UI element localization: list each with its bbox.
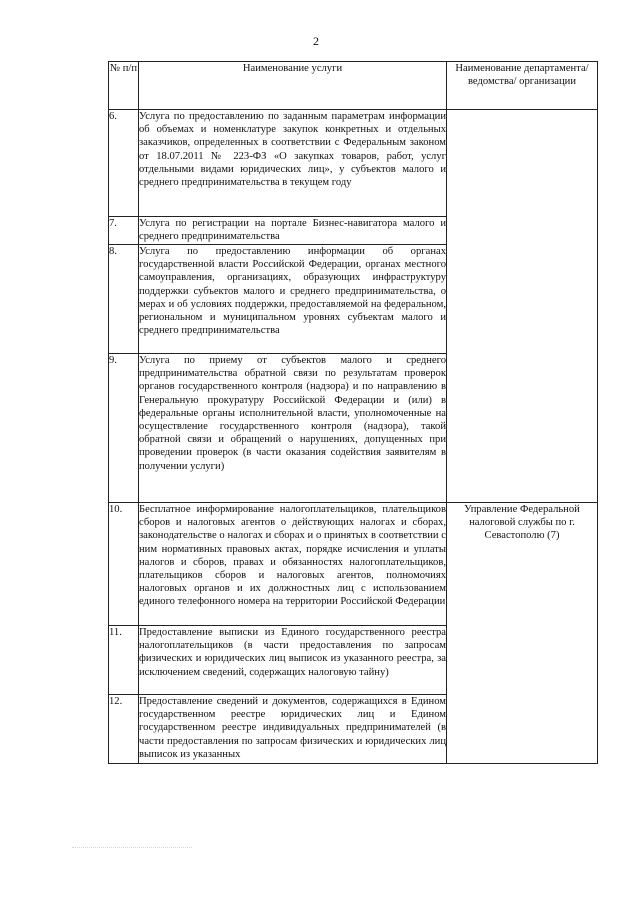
service-name: Услуга по приему от субъектов малого и среднего предпринимательства обратной связи по результатам проверок органов государственного контроля (надзора) и по направлению в Генеральную прокуратуру Российской Федерации и (или) в федеральные органы исполнительной власти, уполномоченные на осуществление государственного контроля (надзора), такой обратной связи и обращений о нарушениях, допущенных при проведении проверок (в части оказания содействия заявителям в получении услуги) [139, 354, 447, 503]
service-name: Услуга по предоставлению информации об органах государственной власти Российской Федерации, органах местного самоуправления, организациях, образующих инфраструктуру поддержки субъектов малого и среднего предпринимательства, о мерах и об условиях поддержки, предоставляемой на федеральном, региональном и муниципальном уровнях субъектам малого и среднего предпринимательства [139, 245, 447, 354]
services-table [108, 61, 598, 764]
service-name: Предоставление выписки из Единого государственного реестра налогоплательщиков (в части предоставления по запросам физических и юридических лиц выписок из указанного реестра, за исключением сведений, содержащих налоговую тайну) [139, 626, 447, 695]
service-name: Бесплатное информирование налогоплательщиков, плательщиков сборов и налоговых агентов о действующих налогах и сборах, законодательстве о налогах и сборах и о принятых в соответствии с ним нормативных правовых актах, порядке исчисления и уплаты налогов и сборов, правах и обязанностях налогоплательщиков, плательщиков сборов и налоговых агентов, полномочиях налоговых органов и их должностных лиц с использованием единого телефонного номера на территории Российской Федерации [139, 503, 447, 626]
scan-speck-line [72, 847, 192, 850]
table-row [109, 503, 598, 626]
row-number: 6. [109, 110, 139, 217]
row-number: 10. [109, 503, 139, 626]
row-number: 9. [109, 354, 139, 503]
header-service: Наименование услуги [139, 62, 447, 110]
row-number: 8. [109, 245, 139, 354]
service-name: Услуга по предоставлению по заданным параметрам информации об объемах и номенклатуре закупок конкретных и отдельных заказчиков, определенных в соответствии с Федеральным законом от 18.07.2011 № 223-ФЗ «О закупках товаров, работ, услуг отдельными видами юридических лиц», у субъектов малого и среднего предпринимательства в текущем году [139, 110, 447, 217]
table-header-row [109, 62, 598, 110]
row-number: 11. [109, 626, 139, 695]
header-department: Наименование департамента/ведомства/ организации [447, 62, 598, 110]
table-row [109, 110, 598, 217]
department-cell [447, 110, 598, 503]
page-number: 2 [313, 34, 319, 48]
department-cell: Управление Федеральной налоговой службы по г. Севастополю (7) [447, 503, 598, 764]
row-number: 7. [109, 217, 139, 245]
row-number: 12. [109, 695, 139, 764]
header-number: № п/п [109, 62, 139, 110]
service-name: Предоставление сведений и документов, содержащихся в Едином государственном реестре юридических лиц и Едином государственном реестре индивидуальных предпринимателей (в части предоставления по запросам физических и юридических лиц выписок из указанных [139, 695, 447, 764]
service-name: Услуга по регистрации на портале Бизнес-навигатора малого и среднего предпринимательства [139, 217, 447, 245]
